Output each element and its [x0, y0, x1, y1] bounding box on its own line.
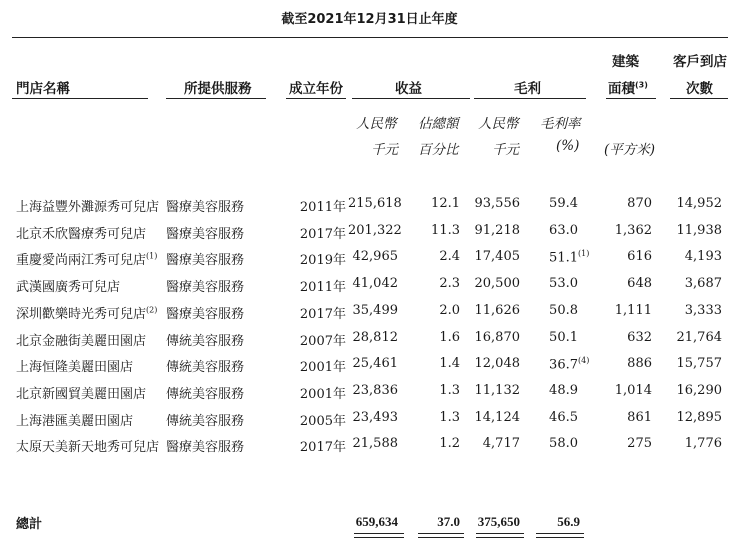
header-area-rule: [606, 98, 656, 99]
header-visits-rule: [670, 98, 728, 99]
area-cell: 616: [627, 249, 652, 264]
visits-cell: 11,938: [676, 223, 722, 238]
area-cell: 886: [627, 356, 652, 371]
year-cell: 2019年: [299, 253, 346, 268]
area-cell: 870: [627, 196, 652, 211]
pct-cell: 1.3: [439, 383, 460, 398]
service-cell: 傳統美容服務: [166, 334, 245, 349]
gp-cell: 91,218: [474, 223, 520, 238]
pct-cell: 2.4: [439, 249, 460, 264]
pct-cell: 2.3: [439, 276, 460, 291]
gp-cell: 11,132: [474, 383, 520, 398]
visits-cell: 14,952: [676, 196, 722, 211]
store-name-cell: 重慶愛尚兩江秀可兒店$^{(1)}$: [16, 251, 158, 268]
table-title: 截至2021年12月31日止年度: [281, 12, 458, 27]
sub-rmb-gp-2: 千元: [492, 142, 519, 158]
store-name-cell: 太原天美新天地秀可兒店: [16, 440, 160, 455]
margin-cell: 63.0: [549, 223, 578, 238]
store-name-cell: 上海益豐外灘源秀可兒店: [16, 200, 160, 215]
revenue-cell: 23,836: [352, 383, 398, 398]
pct-cell: 1.4: [439, 356, 460, 371]
header-gp-rule: [474, 98, 586, 99]
visits-cell: 16,290: [676, 383, 722, 398]
margin-cell: 50.1: [549, 330, 578, 345]
service-cell: 傳統美容服務: [166, 387, 245, 402]
gp-cell: 4,717: [482, 436, 520, 451]
total-label: 總計: [16, 517, 43, 532]
gp-cell: 93,556: [474, 196, 520, 211]
visits-cell: 12,895: [676, 410, 722, 425]
year-cell: 2005年: [299, 414, 346, 429]
header-floor-area-1: 建築: [612, 54, 639, 70]
total-margin-double-rule: [536, 533, 584, 538]
year-cell: 2007年: [299, 334, 346, 349]
sub-pct-total-1: 佔總額: [418, 116, 459, 132]
service-cell: 醫療美容服務: [166, 253, 245, 268]
header-revenue-rule: [352, 98, 470, 99]
year-cell: 2017年: [299, 227, 346, 242]
header-store-rule: [12, 98, 148, 99]
pct-cell: 1.6: [439, 330, 460, 345]
revenue-cell: 41,042: [352, 276, 398, 291]
year-cell: 2017年: [299, 440, 346, 455]
gp-cell: 17,405: [474, 249, 520, 264]
total-pct: 37.0: [437, 514, 460, 529]
title-rule: [12, 37, 728, 38]
sub-pct-total-2: 百分比: [418, 142, 459, 158]
header-revenue: 收益: [395, 81, 422, 97]
header-year-established: 成立年份: [289, 81, 343, 97]
service-cell: 醫療美容服務: [166, 200, 245, 215]
area-cell: 1,362: [614, 223, 652, 238]
revenue-cell: 21,588: [352, 436, 398, 451]
margin-cell: 53.0: [549, 276, 578, 291]
revenue-cell: 42,965: [352, 249, 398, 264]
visits-cell: 21,764: [676, 330, 722, 345]
gp-cell: 14,124: [474, 410, 520, 425]
margin-cell: 46.5: [549, 410, 578, 425]
header-visits-2: 次數: [686, 81, 713, 97]
area-cell: 1,014: [614, 383, 652, 398]
year-cell: 2017年: [299, 307, 346, 322]
margin-cell: 50.8: [549, 303, 578, 318]
area-cell: 1,111: [614, 303, 652, 318]
pct-cell: 11.3: [431, 223, 460, 238]
store-name-cell: 上海恒隆美麗田園店: [16, 360, 134, 375]
visits-cell: 3,333: [684, 303, 722, 318]
sub-sqm: (平方米): [604, 142, 656, 158]
revenue-cell: 35,499: [352, 303, 398, 318]
store-name-cell: 北京新國貿美麗田園店: [16, 387, 147, 402]
pct-cell: 12.1: [431, 196, 460, 211]
margin-cell: 48.9: [549, 383, 578, 398]
service-cell: 醫療美容服務: [166, 227, 245, 242]
area-cell: 861: [627, 410, 652, 425]
header-visits-1: 客戶到店: [673, 54, 727, 70]
revenue-cell: 23,493: [352, 410, 398, 425]
margin-cell: 59.4: [549, 196, 578, 211]
visits-cell: 15,757: [676, 356, 722, 371]
visits-cell: 1,776: [684, 436, 722, 451]
margin-cell: 58.0: [549, 436, 578, 451]
header-store-name: 門店名稱: [16, 81, 70, 97]
pct-cell: 2.0: [439, 303, 460, 318]
visits-cell: 3,687: [684, 276, 722, 291]
total-pct-double-rule: [418, 533, 464, 538]
total-gross-profit: 375,650: [477, 514, 520, 529]
store-name-cell: 北京金融街美麗田園店: [16, 334, 147, 349]
margin-cell: 36.7(4): [549, 356, 590, 373]
revenue-cell: 28,812: [352, 330, 398, 345]
year-cell: 2001年: [299, 360, 346, 375]
service-cell: 傳統美容服務: [166, 414, 245, 429]
store-name-cell: 深圳歡樂時光秀可兒店$^{(2)}$: [16, 305, 158, 322]
total-revenue-double-rule: [354, 533, 404, 538]
visits-cell: 4,193: [684, 249, 722, 264]
total-gp-double-rule: [476, 533, 524, 538]
pct-cell: 1.2: [439, 436, 460, 451]
area-cell: 632: [627, 330, 652, 345]
revenue-cell: 215,618: [348, 196, 402, 211]
total-revenue: 659,634: [355, 514, 398, 529]
store-name-cell: 上海港匯美麗田園店: [16, 414, 134, 429]
year-cell: 2011年: [299, 280, 346, 295]
header-services-rule: [166, 98, 266, 99]
sub-rmb-2: 千元: [371, 142, 398, 158]
header-services: 所提供服務: [184, 81, 252, 97]
revenue-cell: 201,322: [348, 223, 402, 238]
sub-rmb-gp-1: 人民幣: [478, 116, 519, 132]
year-cell: 2001年: [299, 387, 346, 402]
gp-cell: 16,870: [474, 330, 520, 345]
year-cell: 2011年: [299, 200, 346, 215]
store-name-cell: 武漢國廣秀可兒店: [16, 280, 121, 295]
service-cell: 傳統美容服務: [166, 360, 245, 375]
area-cell: 275: [627, 436, 652, 451]
header-gross-profit: 毛利: [514, 81, 541, 97]
total-margin: 56.9: [557, 514, 580, 529]
gp-cell: 12,048: [474, 356, 520, 371]
gp-cell: 20,500: [474, 276, 520, 291]
header-year-rule: [286, 98, 346, 99]
service-cell: 醫療美容服務: [166, 280, 245, 295]
sub-gp-margin-1: 毛利率: [540, 116, 581, 132]
service-cell: 醫療美容服務: [166, 440, 245, 455]
sub-rmb-1: 人民幣: [356, 116, 397, 132]
sub-gp-margin-2: (%): [556, 138, 580, 154]
service-cell: 醫療美容服務: [166, 307, 245, 322]
header-floor-area-2: 面積$^{(3)}$: [608, 80, 648, 97]
margin-cell: 51.1(1): [549, 249, 590, 266]
pct-cell: 1.3: [439, 410, 460, 425]
gp-cell: 11,626: [474, 303, 520, 318]
revenue-cell: 25,461: [352, 356, 398, 371]
area-cell: 648: [627, 276, 652, 291]
store-name-cell: 北京禾欣醫療秀可兒店: [16, 227, 147, 242]
